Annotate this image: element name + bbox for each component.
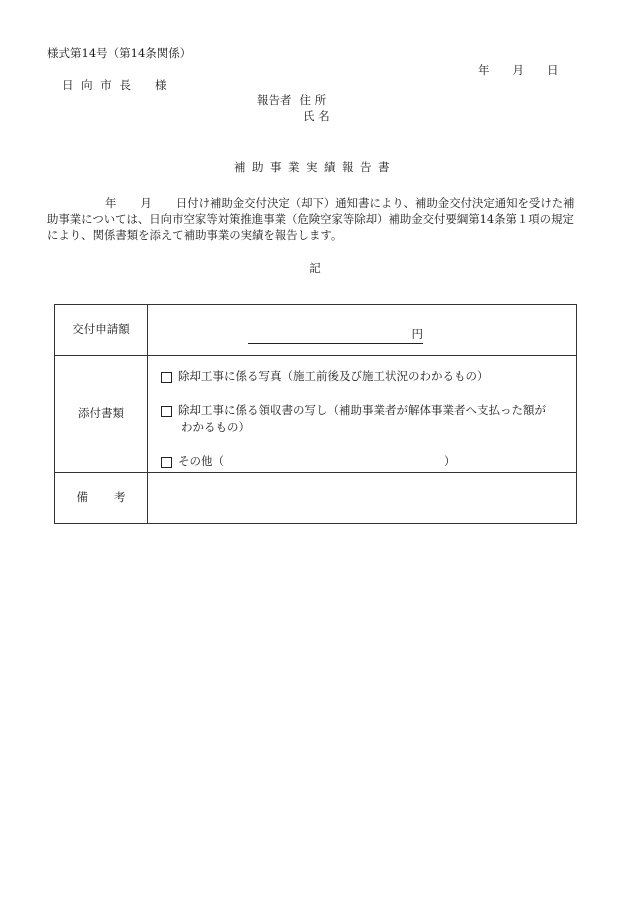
body-line-2: 助事業については、日向市空家等対策推進事業（危険空家等除却）補助金交付要綱第14条第１項の規定 <box>47 212 574 226</box>
attachment-photos-text: 除却工事に係る写真（施工前後及び施工状況のわかるもの） <box>178 369 489 383</box>
report-table <box>54 304 577 524</box>
reporter-name-label: 氏 名 <box>303 109 330 123</box>
attachment-item-photos <box>161 368 576 385</box>
remarks-label <box>55 473 148 524</box>
remarks-label-a: 備 <box>76 490 88 505</box>
amount-row <box>55 305 577 356</box>
date-year: 年 <box>478 63 490 77</box>
checkbox-other[interactable] <box>161 457 172 468</box>
remarks-cell[interactable] <box>148 473 577 524</box>
attachments-label: 添付書類 <box>55 356 148 473</box>
reporter-address-row <box>257 95 326 107</box>
remarks-row <box>55 473 577 524</box>
addressee-honorific: 様 <box>154 78 169 92</box>
ki-mark: 記 <box>309 261 321 275</box>
body-month: 月 <box>140 196 152 210</box>
checkbox-receipt[interactable] <box>161 406 172 417</box>
attachment-other-close: ） <box>444 454 456 468</box>
date-line <box>478 65 559 77</box>
checkbox-photos[interactable] <box>161 372 172 383</box>
document-title: 補助事業実績報告書 <box>234 160 396 174</box>
attachment-item-other <box>161 453 576 470</box>
reporter-address-label: 住 所 <box>299 93 327 107</box>
body-line-1 <box>47 195 585 211</box>
addressee <box>62 80 168 92</box>
reporter-name-row <box>303 111 330 123</box>
date-month: 月 <box>512 63 524 77</box>
attachments-row <box>55 356 577 473</box>
amount-label: 交付申請額 <box>55 305 148 356</box>
attachment-receipt-cont: わかるもの） <box>181 420 250 434</box>
remarks-label-b: 考 <box>114 490 126 505</box>
body-line-1-text: 日付け補助金交付決定（却下）通知書により、補助金交付決定通知を受けた補 <box>175 196 575 210</box>
attachment-item-receipt <box>161 402 576 436</box>
body-paragraph <box>47 195 585 243</box>
body-line-3: により、関係書類を添えて補助事業の実績を報告します。 <box>47 228 343 242</box>
reporter-label: 報告者 <box>257 93 292 107</box>
attachment-other-open: その他（ <box>178 454 224 468</box>
attachment-receipt-text: 除却工事に係る領収書の写し（補助事業者が解体事業者へ支払った額が <box>178 403 546 417</box>
addressee-name: 日 向 市 長 <box>62 78 133 92</box>
attachments-cell <box>148 356 577 473</box>
date-day: 日 <box>547 63 559 77</box>
attachments-list <box>148 358 576 470</box>
amount-cell[interactable] <box>148 305 577 356</box>
form-number: 様式第14号（第14条関係） <box>47 46 192 60</box>
body-year: 年 <box>105 196 117 210</box>
amount-input-line[interactable] <box>248 329 423 344</box>
amount-unit: 円 <box>411 327 423 341</box>
